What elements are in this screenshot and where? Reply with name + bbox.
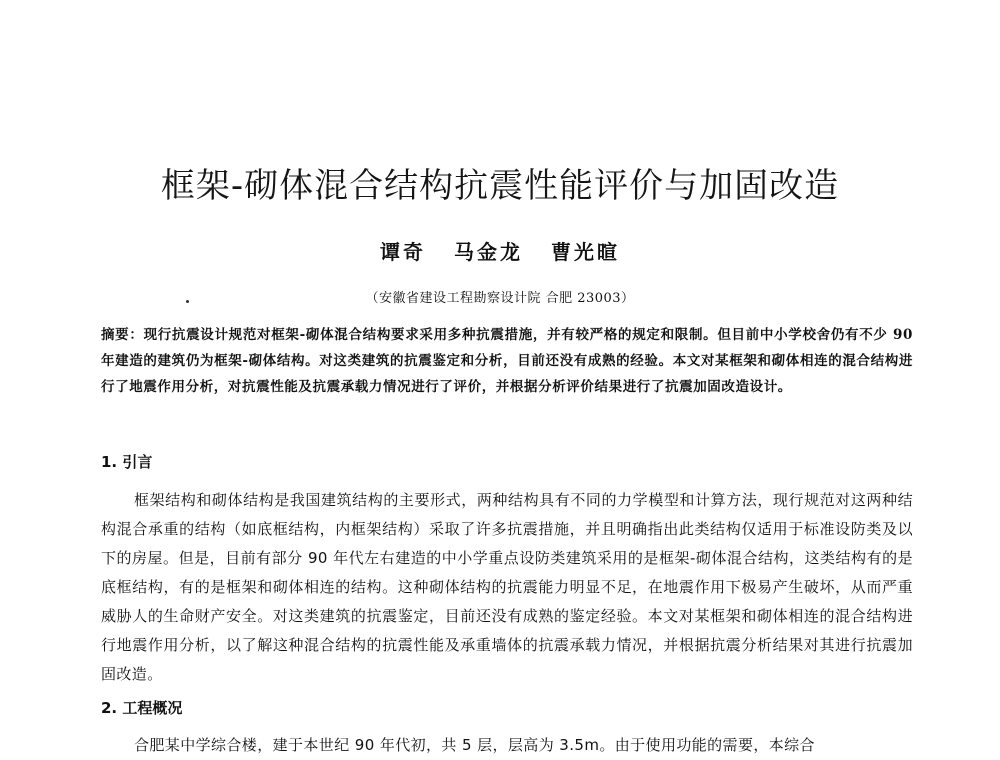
paper-authors: 谭奇 马金龙 曹光暄 [380, 240, 620, 264]
abstract-label: 摘要： [101, 327, 144, 343]
abstract-text: 现行抗震设计规范对框架-砌体混合结构要求采用多种抗震措施，并有较严格的规定和限制。但目前中小学校舍仍有不少 90 年建造的建筑仍为框架-砌体结构。对这类建筑的抗震鉴定和分析，目前还没有成熟的经验。本文对某框架和砌体相连的混合结构进行了地震作用分析，对抗震性能及抗震承载力情况进行了评价，并根据分析评价结果进行了抗震加固改造设计。 [101, 327, 913, 395]
paper-affiliation: （安徽省建设工程勘察设计院 合肥 23003） [365, 291, 635, 306]
paper-title: 框架-砌体混合结构抗震性能评价与加固改造 [160, 166, 840, 206]
section-2-heading: 2. 工程概况 [101, 699, 183, 717]
abstract-block [101, 322, 913, 400]
section-1-paragraph: 框架结构和砌体结构是我国建筑结构的主要形式，两种结构具有不同的力学模型和计算方法，现行规范对这两种结构混合承重的结构（如底框结构，内框架结构）采取了许多抗震措施，并且明确指出此类结构仅适用于标准设防类及以下的房屋。但是，目前有部分 90 年代左右建造的中小学重点设防类建筑采用的是框架-砌体混合结构，这类结构有的是底框结构，有的是框架和砌体相连的结构。这种砌体结构的抗震能力明显不足，在地震作用下极易产生破坏，从而严重威胁人的生命财产安全。对这类建筑的抗震鉴定，目前还没有成熟的鉴定经验。本文对某框架和砌体相连的混合结构进行地震作用分析，以了解这种混合结构的抗震性能及承重墙体的抗震承载力情况，并根据抗震分析结果对其进行抗震加固改造。 [101, 491, 913, 683]
section-2-paragraph: 合肥某中学综合楼，建于本世纪 90 年代初，共 5 层，层高为 3.5m。由于使用功能的需要，本综合 [134, 736, 815, 754]
scan-speck [186, 300, 189, 303]
section-1-heading: 1. 引言 [101, 453, 153, 471]
